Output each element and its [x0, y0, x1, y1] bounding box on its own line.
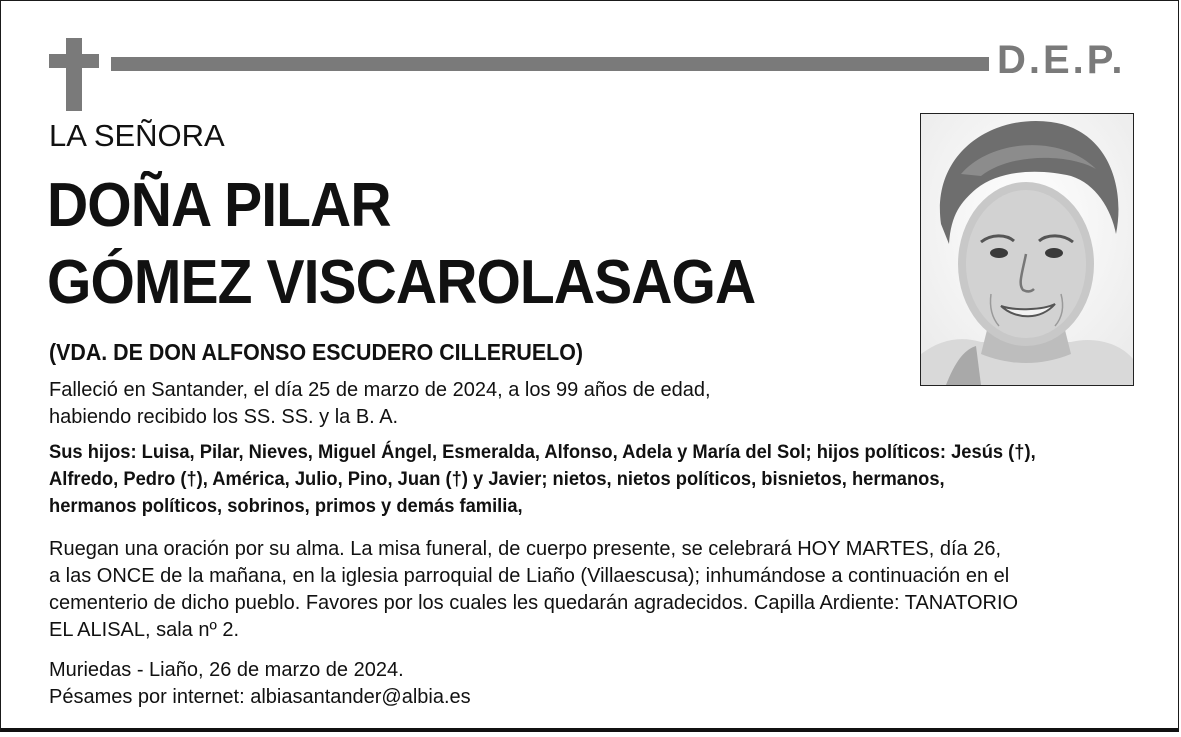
deceased-name-line-2: GÓMEZ VISCAROLASAGA	[47, 248, 756, 317]
title-label: LA SEÑORA	[49, 118, 225, 153]
family-line: Sus hijos: Luisa, Pilar, Nieves, Miguel Ángel, Esmeralda, Alfonso, Adela y María del Sol; hijos políticos: Jesús (†),	[49, 441, 1036, 463]
death-info	[49, 377, 711, 431]
portrait-photo	[920, 113, 1134, 386]
cross-icon	[49, 38, 99, 111]
place-date-line: Muriedas - Liaño, 26 de marzo de 2024.	[49, 659, 404, 681]
ceremony-details	[49, 536, 1018, 644]
ceremony-line: cementerio de dicho pueblo. Favores por los cuales les quedarán agradecidos. Capilla Ardiente: TANATORIO	[49, 592, 1019, 614]
dep-label: D.E.P.	[997, 38, 1126, 82]
family-line: Alfredo, Pedro (†), América, Julio, Pino, Juan (†) y Javier; nietos, nietos políticos, bisnietos, hermanos,	[49, 468, 945, 490]
death-info-line: Falleció en Santander, el día 25 de marzo de 2024, a los 99 años de edad,	[49, 379, 711, 401]
death-info-line: habiendo recibido los SS. SS. y la B. A.	[49, 406, 399, 428]
ceremony-line: a las ONCE de la mañana, en la iglesia parroquial de Liaño (Villaescusa); inhumándose a continuación en el	[49, 565, 1010, 587]
ceremony-line: Ruegan una oración por su alma. La misa funeral, de cuerpo presente, se celebrará HOY MARTES, día 26,	[49, 538, 1002, 560]
condolences-email-line: Pésames por internet: albiasantander@albia.es	[49, 686, 471, 708]
widow-of-line: (VDA. DE DON ALFONSO ESCUDERO CILLERUELO)	[49, 339, 583, 365]
deceased-name-line-1: DOÑA PILAR	[47, 171, 391, 240]
header-rule	[111, 57, 989, 71]
footer-info	[49, 657, 471, 711]
family-list	[49, 439, 1036, 520]
ceremony-line: EL ALISAL, sala nº 2.	[49, 619, 240, 641]
family-line: hermanos políticos, sobrinos, primos y demás familia,	[49, 495, 523, 517]
